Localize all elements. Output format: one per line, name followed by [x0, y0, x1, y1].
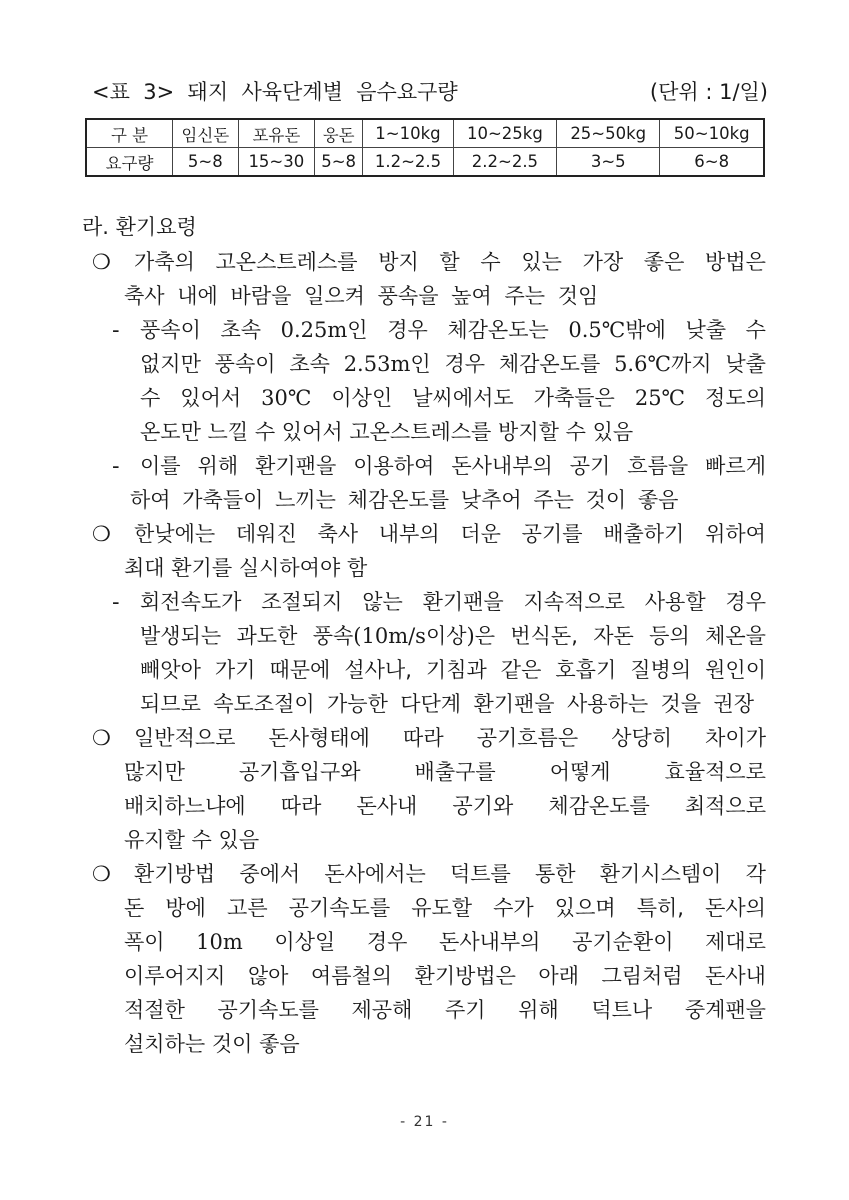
- word: 원인이: [705, 658, 766, 682]
- word: 경우: [444, 352, 486, 376]
- word: 축사: [317, 522, 359, 546]
- word: 따라: [280, 794, 322, 818]
- word: 자돈: [593, 624, 634, 648]
- word: 따라: [403, 726, 444, 750]
- word: 없지만: [140, 352, 201, 376]
- word: 주는: [533, 488, 574, 512]
- word: 환기시스템이: [599, 862, 722, 886]
- word: 체감온도를: [347, 488, 450, 512]
- word: 가장: [582, 250, 624, 274]
- word: 경우: [387, 318, 428, 342]
- word: 중계팬을: [684, 998, 766, 1022]
- word: 중에서: [239, 862, 301, 886]
- word: 이상일: [274, 930, 336, 954]
- word: 공기순환이: [572, 930, 674, 954]
- table-cell: 1.2~2.5: [363, 148, 454, 177]
- word: 돈사형태에: [268, 726, 370, 750]
- word: 실시하여야: [238, 556, 341, 580]
- word: 수: [140, 386, 161, 410]
- text-line: [134, 857, 766, 891]
- word: 위해: [518, 998, 559, 1022]
- word: 사용할: [644, 590, 706, 614]
- word: 덕트를: [449, 862, 511, 886]
- dash-marker: -: [112, 454, 120, 478]
- table-header-cell: 웅돈: [315, 119, 363, 148]
- word: 지속적으로: [523, 590, 625, 614]
- word: 좋은: [643, 250, 685, 274]
- word: 배출하기: [603, 522, 685, 546]
- word: 내에: [177, 284, 218, 308]
- word: 풍속을: [377, 284, 439, 308]
- word: 돈사내부의: [451, 454, 553, 478]
- word: 좋음: [259, 1032, 300, 1056]
- word: 최대: [124, 556, 165, 580]
- word: 방지할: [498, 420, 559, 444]
- page-number: - 21 -: [400, 1114, 449, 1130]
- word: 돈사내: [705, 964, 766, 988]
- word: 아래: [538, 964, 579, 988]
- word: 낮추어: [460, 488, 522, 512]
- text-line: [134, 517, 766, 551]
- word: 주는: [504, 284, 546, 308]
- text-line: [134, 721, 766, 755]
- word: 환기팬을: [422, 590, 504, 614]
- word: 회전속도가: [140, 590, 242, 614]
- word: 속도조절이: [213, 692, 315, 716]
- word: 내부의: [378, 522, 440, 546]
- text-line: [140, 313, 766, 347]
- table-header-row: [86, 119, 764, 148]
- word: 덕트나: [591, 998, 653, 1022]
- word: 공기흐름은: [476, 726, 579, 750]
- word: 통한: [535, 862, 576, 886]
- word: 위하여: [705, 522, 766, 546]
- word: 설치하는: [124, 1032, 206, 1056]
- word: 정도의: [705, 386, 766, 410]
- word: 이를: [140, 454, 181, 478]
- word: 번식돈,: [510, 624, 578, 648]
- word: 제대로: [705, 930, 766, 954]
- table-header-cell: 25~50kg: [557, 119, 660, 148]
- word: 30℃: [261, 386, 312, 410]
- word: 과도한: [236, 624, 298, 648]
- table-header-cell: 10~25kg: [453, 119, 556, 148]
- word: 효율적으로: [664, 760, 766, 784]
- word: 것이: [585, 488, 627, 512]
- word: 것임: [557, 284, 599, 308]
- word: 제공해: [351, 998, 413, 1022]
- word: 상당히: [611, 726, 673, 750]
- word: 환기방법은: [414, 964, 516, 988]
- word: 10m: [196, 930, 243, 954]
- table-cell: 5~8: [315, 148, 363, 177]
- text-line: [140, 585, 766, 619]
- dash-marker: -: [112, 590, 120, 614]
- text-line: [124, 891, 766, 925]
- word: 일반적으로: [134, 726, 236, 750]
- word: 공기를: [521, 522, 583, 546]
- word: 0.5℃밖에: [568, 318, 666, 342]
- table-cell: 15~30: [238, 148, 314, 177]
- word: 축사: [124, 284, 165, 308]
- word: 느낄: [207, 420, 249, 444]
- text-line: [140, 449, 766, 483]
- word: 각: [745, 862, 766, 886]
- word: 주기: [444, 998, 486, 1022]
- table-cell: 6~8: [660, 148, 764, 177]
- word: 사용하는: [566, 692, 649, 716]
- word: 공기와: [452, 794, 514, 818]
- word: 공기속도를: [217, 998, 319, 1022]
- word: 것이: [211, 1032, 253, 1056]
- word: 고른: [227, 896, 268, 920]
- word: 고온스트레스를: [215, 250, 358, 274]
- word: 있어서: [180, 386, 242, 410]
- word: 차이가: [705, 726, 766, 750]
- text-line: [140, 653, 766, 687]
- word: 때문에: [269, 658, 331, 682]
- word: 함: [346, 556, 368, 580]
- word: 체감온도는: [447, 318, 549, 342]
- word: 방에: [165, 896, 206, 920]
- table-header-cell: 구 분: [86, 119, 173, 148]
- table-cell: 5~8: [173, 148, 239, 177]
- word: 더운: [460, 522, 501, 546]
- bullet-marker: ❍: [92, 862, 111, 886]
- table-cell: 3~5: [557, 148, 660, 177]
- word: 체온을: [705, 624, 766, 648]
- table-title: <표 3> 돼지 사육단계별 음수요구량: [92, 80, 458, 104]
- text-line: [134, 245, 766, 279]
- word: 빼앗아: [140, 658, 201, 682]
- word: 풍속(10m/s이상)은: [312, 624, 496, 648]
- word: 공기: [569, 454, 611, 478]
- word: 일으켜: [304, 284, 365, 308]
- bullet-marker: ❍: [92, 726, 111, 750]
- word: 2.53m인: [343, 352, 431, 376]
- word: 위해: [197, 454, 239, 478]
- text-line: [140, 687, 754, 721]
- word: 환기팬을: [255, 454, 337, 478]
- word: 공기속도를: [288, 896, 391, 920]
- word: 수: [745, 318, 766, 342]
- word: 이루어지지: [124, 964, 226, 988]
- word: 가축들은: [533, 386, 615, 410]
- word: 풍속이: [140, 318, 201, 342]
- word: 있는: [521, 250, 562, 274]
- word: 풍속이: [214, 352, 276, 376]
- word: 느끼는: [275, 488, 336, 512]
- word: 설사나,: [344, 658, 412, 682]
- text-line: [140, 619, 766, 653]
- word: 이용하여: [353, 454, 435, 478]
- bullet-marker: ❍: [92, 250, 111, 274]
- word: 날씨에서도: [412, 386, 514, 410]
- word: 있음: [218, 828, 260, 852]
- table-row: [86, 148, 764, 177]
- word: 특히,: [636, 896, 684, 920]
- word: 이상인: [331, 386, 393, 410]
- word: 가기: [214, 658, 256, 682]
- table-header-cell: 포유돈: [238, 119, 314, 148]
- word: 25℃: [634, 386, 686, 410]
- bullet-marker: ❍: [92, 522, 111, 546]
- table-cell: 2.2~2.5: [453, 148, 556, 177]
- word: 빠르게: [705, 454, 766, 478]
- word: 높여: [451, 284, 492, 308]
- word: 돈사내부의: [439, 930, 541, 954]
- word: 체감온도를: [498, 352, 601, 376]
- word: 질병의: [630, 658, 692, 682]
- word: 같은: [500, 658, 542, 682]
- word: 흐름을: [627, 454, 689, 478]
- word: 조절되지: [261, 590, 343, 614]
- word: 유지할: [124, 828, 185, 852]
- word: 돈: [124, 896, 145, 920]
- word: 등의: [649, 624, 690, 648]
- text-line: [140, 415, 633, 449]
- text-line: [140, 381, 766, 415]
- word: 것을: [660, 692, 702, 716]
- word: 데워진: [235, 522, 297, 546]
- word: 5.6℃까지: [614, 352, 712, 376]
- text-line: [124, 823, 259, 857]
- word: 경우: [366, 930, 408, 954]
- table-caption: [92, 76, 768, 108]
- word: 돈사의: [705, 896, 766, 920]
- word: 수: [254, 420, 276, 444]
- word: 수가: [493, 896, 534, 920]
- word: 배치하느냐에: [124, 794, 246, 818]
- word: 돈사내: [356, 794, 418, 818]
- text-line: [124, 993, 766, 1027]
- word: 있으며: [554, 896, 616, 920]
- word: 좋음: [637, 488, 679, 512]
- word: 수: [480, 250, 501, 274]
- word: 많지만: [124, 760, 185, 784]
- word: 환기방법: [134, 862, 216, 886]
- water-requirement-table: [85, 118, 765, 177]
- word: 배출구를: [414, 760, 496, 784]
- word: 그림처럼: [601, 964, 683, 988]
- table-unit: (단위 : 1/일): [649, 80, 768, 104]
- word: 호흡기: [555, 658, 617, 682]
- word: 방지: [378, 250, 419, 274]
- word: 공기흡입구와: [238, 760, 361, 784]
- word: 가축들이: [182, 488, 264, 512]
- word: 않아: [247, 964, 289, 988]
- word: 유도할: [411, 896, 473, 920]
- text-line: [130, 483, 678, 517]
- word: 고온스트레스를: [349, 420, 492, 444]
- word: 돈사에서는: [324, 862, 426, 886]
- word: 기침과: [425, 658, 487, 682]
- text-line: [140, 347, 766, 381]
- word: 하여: [130, 488, 171, 512]
- word: 있어서: [281, 420, 343, 444]
- word: 한낮에는: [134, 522, 216, 546]
- word: 온도만: [140, 420, 201, 444]
- word: 할: [439, 250, 460, 274]
- text-line: [124, 959, 766, 993]
- word: 환기를: [171, 556, 233, 580]
- word: 여름철의: [310, 964, 393, 988]
- word: 체감온도를: [548, 794, 650, 818]
- word: 최적으로: [684, 794, 766, 818]
- word: 적절한: [124, 998, 185, 1022]
- word: 가축의: [134, 250, 195, 274]
- word: 폭이: [124, 930, 165, 954]
- word: 권장: [713, 692, 754, 716]
- word: 수: [191, 828, 212, 852]
- text-line: [124, 755, 766, 789]
- word: 있음: [592, 420, 634, 444]
- table-cell: 요구량: [86, 148, 173, 177]
- word: 초속: [220, 318, 262, 342]
- word: 경우: [725, 590, 766, 614]
- word: 어떻게: [549, 760, 611, 784]
- word: 다단계: [400, 692, 462, 716]
- word: 초속: [289, 352, 330, 376]
- word: 발생되는: [140, 624, 222, 648]
- text-line: [124, 925, 766, 959]
- text-line: [124, 1027, 300, 1061]
- section-title: 라. 환기요령: [82, 215, 197, 239]
- word: 수: [565, 420, 586, 444]
- text-line: [124, 789, 766, 823]
- word: 가능한: [327, 692, 388, 716]
- text-line: [124, 279, 598, 313]
- word: 않는: [362, 590, 403, 614]
- word: 방법은: [705, 250, 766, 274]
- table-header-cell: 1~10kg: [363, 119, 454, 148]
- table-header-cell: 50~10kg: [660, 119, 764, 148]
- word: 낮출: [685, 318, 727, 342]
- word: 환기팬을: [473, 692, 555, 716]
- word: 되므로: [140, 692, 201, 716]
- text-line: [124, 551, 367, 585]
- table-header-cell: 임신돈: [173, 119, 239, 148]
- dash-marker: -: [112, 318, 120, 342]
- word: 바람을: [230, 284, 292, 308]
- word: 낮출: [725, 352, 766, 376]
- word: 0.25m인: [280, 318, 368, 342]
